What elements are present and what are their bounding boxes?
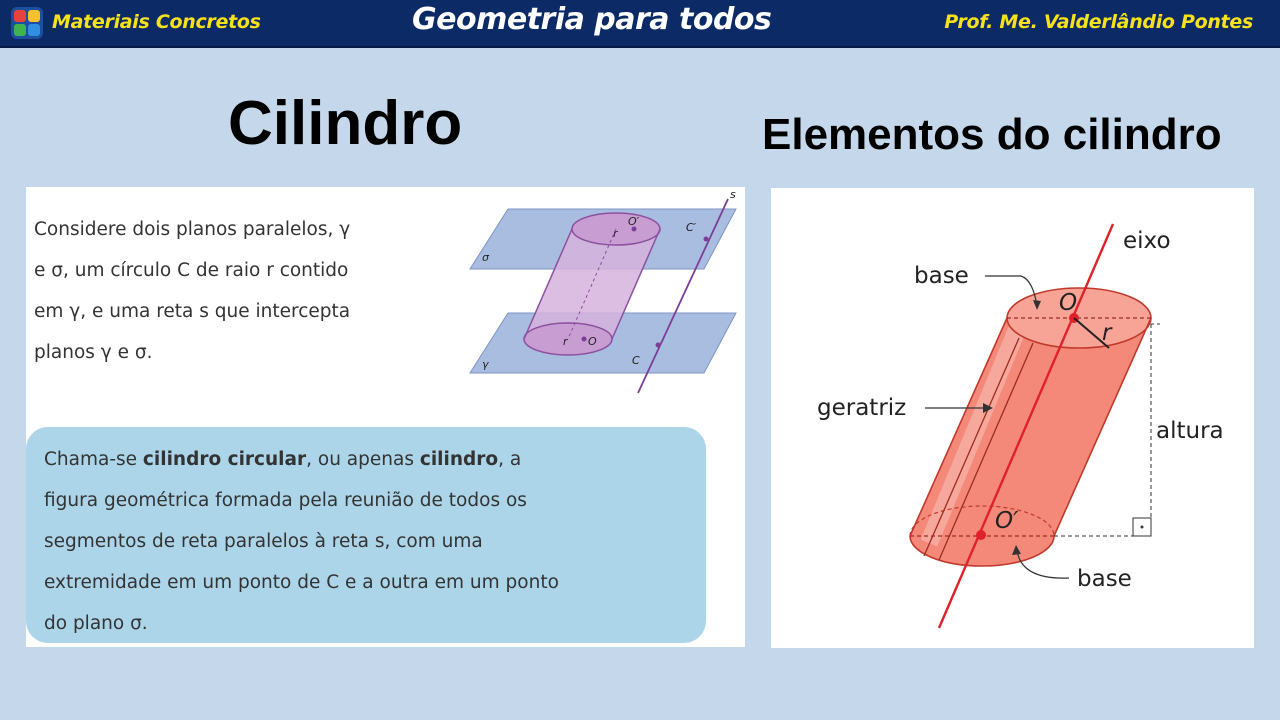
intro-line: em γ, e uma reta s que intercepta xyxy=(34,301,351,322)
label-eixo: eixo xyxy=(1123,228,1171,254)
definition-line: figura geométrica formada pela reunião de todos os xyxy=(44,490,527,511)
label-o-prime: O′ xyxy=(628,215,640,228)
label-altura: altura xyxy=(1156,418,1224,444)
label-c: C xyxy=(632,354,640,367)
label-geratriz: geratriz xyxy=(817,395,907,421)
definition-line: extremidade em um ponto de C e a outra em um ponto xyxy=(44,572,559,593)
colored-grid-icon xyxy=(11,7,43,39)
definition-fragment: Chama-se xyxy=(44,449,143,470)
label-o-prime: O′ xyxy=(995,508,1019,534)
elements-title: Elementos do cilindro xyxy=(762,110,1222,159)
definition-box xyxy=(26,427,706,643)
label-s: s xyxy=(730,188,736,201)
intro-line: Considere dois planos paralelos, γ xyxy=(34,219,351,240)
definition-line: segmentos de reta paralelos à reta s, com uma xyxy=(44,531,483,552)
intro-line: e σ, um círculo C de raio r contido xyxy=(34,260,349,281)
definition-line: do plano σ. xyxy=(44,613,148,634)
label-base-bottom: base xyxy=(1077,566,1132,592)
center-o-prime-point xyxy=(976,530,986,540)
slide-title: Cilindro xyxy=(228,89,463,158)
header-bar xyxy=(0,0,1280,48)
s-point xyxy=(704,237,709,242)
definition-text xyxy=(44,439,694,644)
intro-text xyxy=(34,209,434,373)
definition-term: cilindro xyxy=(419,449,499,470)
s-point xyxy=(656,343,661,348)
label-r: r xyxy=(1102,320,1112,346)
intro-line: planos γ e σ. xyxy=(34,342,153,363)
label-r-bottom: r xyxy=(563,335,568,348)
definition-fragment: , a xyxy=(498,449,522,470)
definition-fragment: , ou apenas xyxy=(306,449,420,470)
label-c-prime: C′ xyxy=(686,221,697,234)
label-o: O xyxy=(1059,290,1078,316)
label-base-top: base xyxy=(914,263,969,289)
right-angle-dot xyxy=(1141,526,1144,529)
elements-panel xyxy=(771,188,1254,648)
cylinder-elements-diagram xyxy=(771,188,1254,648)
header-right-title: Prof. Me. Valderlândio Pontes xyxy=(944,11,1253,33)
planes-cylinder-diagram xyxy=(466,187,745,397)
definition-panel xyxy=(26,187,745,647)
header-center-title: Geometria para todos xyxy=(412,2,772,37)
definition-line xyxy=(44,439,694,480)
label-r-top: r xyxy=(613,227,618,240)
cylinder-body xyxy=(910,318,1151,566)
label-o: O xyxy=(588,335,597,348)
label-sigma: σ xyxy=(482,251,489,264)
header-left-title: Materiais Concretos xyxy=(52,11,261,33)
center-point xyxy=(582,337,587,342)
label-gamma: γ xyxy=(482,358,489,371)
definition-term: cilindro circular xyxy=(142,449,307,470)
